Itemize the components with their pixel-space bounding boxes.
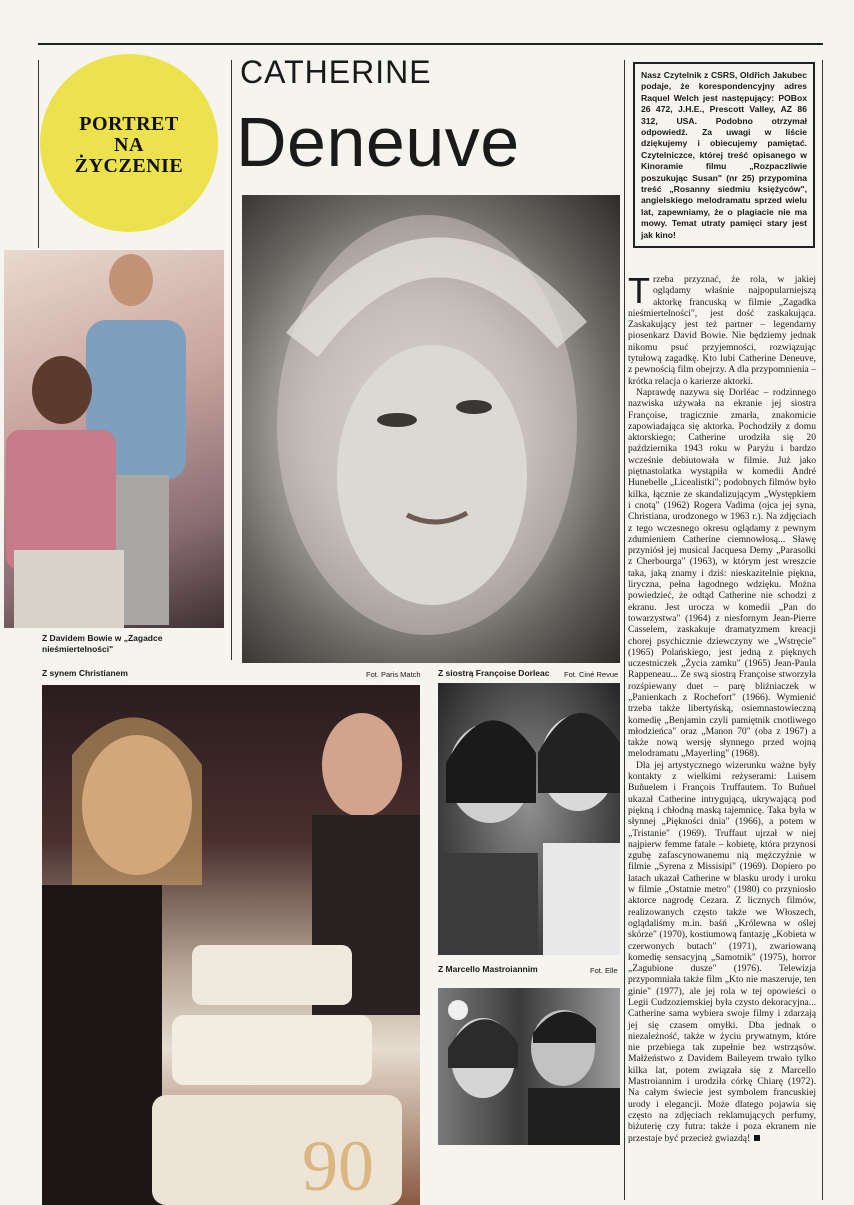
left-column-rule (38, 60, 39, 248)
main-photo-credit: Fot. Paris Match (366, 670, 421, 679)
bowie-photo (4, 250, 224, 628)
marcello-caption: Z Marcello Mastroiannim (438, 964, 538, 974)
title-first-name: CATHERINE (240, 54, 432, 90)
portrait-illustration (242, 195, 620, 663)
title-last-name: Deneuve (236, 103, 520, 181)
badge-line-1: PORTRET (79, 113, 179, 135)
sister-photo (438, 683, 620, 955)
svg-text:90: 90 (302, 1126, 374, 1205)
badge-line-3: ŻYCZENIE (74, 155, 184, 177)
article-paragraph-1-text: rzeba przyznać, że rola, w jakiej oglądamy właśnie najpopularniejszą aktorkę francuską w filmie „Zagadka nieśmiertelności", jest dość zaskakująca. Zaskakujący jest też partner – legendarny piosenkarz David Bowie. Nie będziemy jednak nikomu psuć przyjemności, rozwiązując tytułową zagadkę. Kto lubi Catherine Deneuve, z pewnością film obejrzy. A dla przypomnienia – krótka relacja o karierze aktorki. (628, 274, 816, 387)
son-illustration (42, 685, 420, 1205)
sister-caption: Z siostrą Françoise Dorleac (438, 668, 550, 678)
reader-note-box: Nasz Czytelnik z CSRS, Oldřich Jakubec podaje, że korespondencyjny adres Raquel Welch jest następujący: POBox 26 472, J.H.E., Prescott Valley, AZ 86 312, USA. Podobno otrzymał odpowiedź. Za uwagi w liście dziękujemy i obiecujemy pamiętać. Czytelniczce, której treść opisanego w Kinoramie filmu „Rozpaczliwie poszukując Susan" (nr 25) przypomina treść „Rosanny siedmiu księżyców", angielskiego melodramatu sprzed wielu lat, zapewniamy, że o plagiacie nie ma mowy. Temat utraty pamięci stary jest jak kino! (633, 62, 815, 248)
marcello-illustration (438, 988, 620, 1145)
sister-illustration (438, 683, 620, 955)
portrait-photo (242, 195, 620, 663)
article-body (628, 270, 816, 1144)
top-rule (38, 43, 823, 45)
bowie-caption: Z Davidem Bowie w „Zagadce nieśmiertelności" (42, 633, 163, 654)
marcello-photo (438, 988, 620, 1145)
far-right-rule (822, 60, 823, 1200)
portret-badge (40, 54, 218, 232)
end-mark (754, 1135, 760, 1141)
article-paragraph-3-text: Dla jej artystycznego wizerunku ważne były kontakty z wielkimi reżyserami: Luisem Buñuelem i François Truffautem. To Buñuel ukazał Catherine intrygującą, ukrywającą pod piękną i chłodną maską tajemnicę. Taka była w słynnej „Piękności dnia" (1966), a potem w „Tristanie" (1969). Truffaut ujrzał w niej najpierw femme fatale – kobietę, która przynosi zgubę zafascynowanemu nią mężczyźnie w filmie „Syrena z Missisipi" (1969). Dopiero po latach ukazał Catherine w blasku urody i uroku w filmie „Ostatnie metro" (1980) co przyniosło aktorce nagrodę Cezara. Z licznych filmów, realizowanych często także we Włoszech, oglądaliśmy m.in. baśń „Królewna w oślej skórze" (1970), kostiumową fantazję „Kobieta w czerwonych butach" (1971), zwariowaną komedię sensacyjną „Samotnik" (1975), horror „Zagubione dusze" (1976). Telewizja przypomniała także film „Kto nie maszeruje, ten ginie" (1977), ale jej rola w tej opowieści o Legii Cudzoziemskiej była czysto dekoracyjna... Catherine sama wybiera swoje filmy i zdarzają jej się czasem omyłki. Dba jednak o niezależność, także w życiu prywatnym, które nie przebiega tak zupełnie bez wstrząsów. Małżeństwo z Davidem Baileyem trwało tylko kilka lat, potem związała się z Marcello Mastroiannim i urodziła córkę Chiarę (1972). Na całym świecie jest symbolem francuskiej urody i elegancji. Może dlatego pojawia się często na zdjęciach reklamujących perfumy, biżuterię czy futra: także i poza ekranem nie przestaje być przecież gwiazdą! (628, 759, 816, 1144)
mid-column-rule (231, 60, 232, 660)
marcello-photo-credit: Fot. Elle (590, 966, 618, 975)
badge-line-2: NA (114, 134, 144, 156)
son-caption: Z synem Christianem (42, 668, 128, 678)
article-paragraph-3 (628, 760, 816, 1144)
article-paragraph-2: Naprawdę nazywa się Dorléac – rodzinnego nazwiska używała na ekranie jej siostra Françoise, tragicznie zmarła, znakomicie zapowiadająca się aktorka. Pochodziły z domu aktorskiego; Catherine urodziła się 20 października 1943 roku w Paryżu i bardzo wcześnie debiutowała w filmie. Już jako piętnastolatka wystąpiła w komedii André Hunebelle „Licealistki"; podobnych filmów było kilka, łącznie ze skandalizującym „Występkiem i cnotą" (1962) Rogera Vadima (ojca jej syna, Christiana, urodzonego w 1963 r.). Na zdjęciach z tego wczesnego okresu oglądamy z pewnym zdumieniem Catherine ciemnowłosą... Sławę przyniósł jej musical Jacquesa Demy „Parasolki z Cherbourga" (1963), w którym jest wreszcie taka, jaką znamy i dziś: nieskazitelnie piękna, liryczna, pełna łagodnego wdzięku. Można powiedzieć, że odtąd Catherine nie schodzi z ekranu. Jest urocza w komedii „Pan do towarzystwa" (1964) z niesfornym Jean-Pierre Casselem, zaskakuje dramatyzmem kreacji chorej psychicznie dziewczyny we „Wstręcie" (1965) Polańskiego, jest jedną z pięknych uczestniczek „Życia zamku" (1965) Jean-Paula Rappeneau... Ze swą siostrą Françoise stworzyła rozśpiewany duet – parę bliźniaczek w „Panienkach z Rochefort" (1966). Wymienić trzeba także libertyńską, osiemnastowieczną komedię „Benjamin czyli pamiętnik cnotliwego młodzieńca" oraz „Manon 70" (oba z 1967) a także nową wersję słynnego przed wojną melodramatu „Mayerling" (1968). (628, 386, 816, 760)
sister-photo-credit: Fot. Ciné Revue (564, 670, 619, 679)
article-paragraph-1 (628, 270, 816, 387)
right-column-rule (624, 60, 625, 1200)
drop-cap: T (628, 270, 650, 311)
bowie-illustration (4, 250, 224, 628)
son-photo (42, 685, 420, 1205)
